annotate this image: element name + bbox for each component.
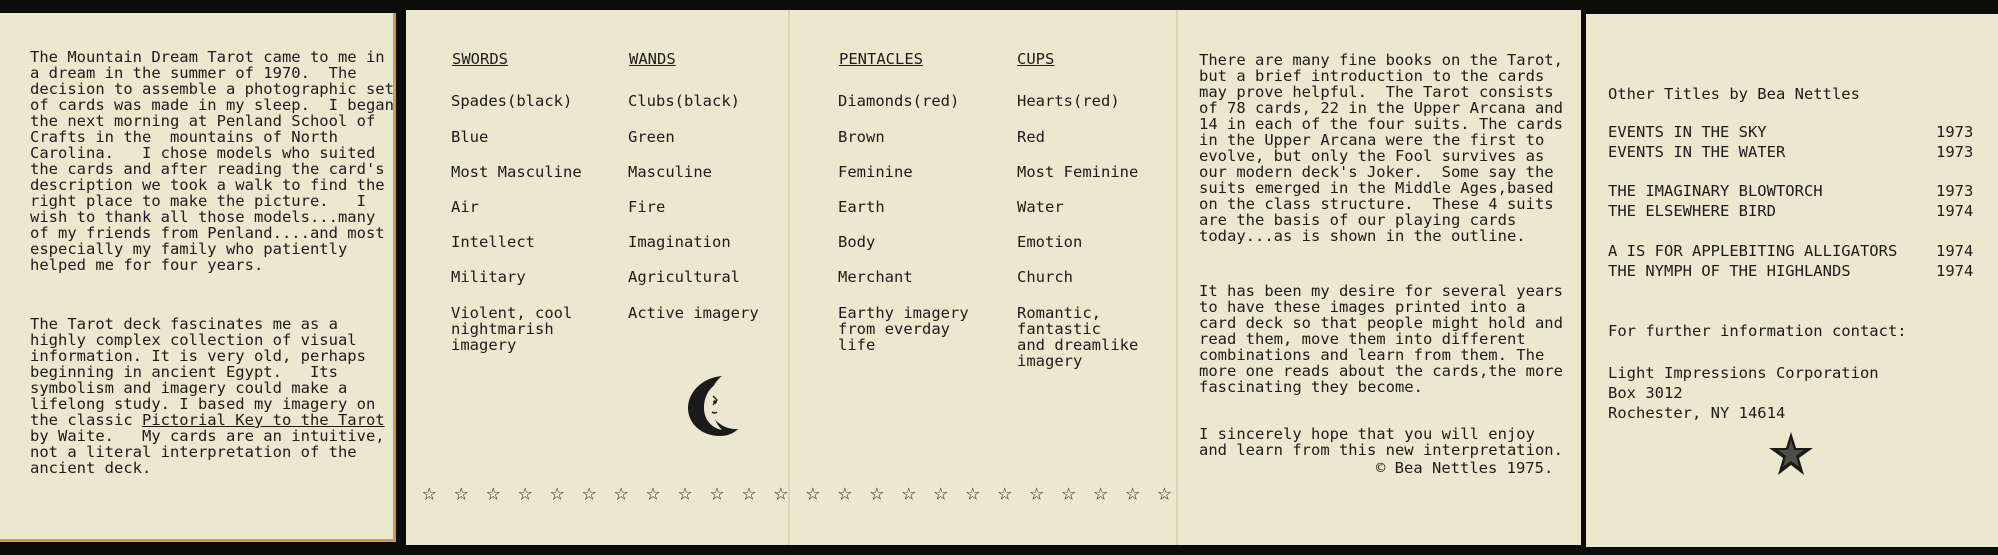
star-icon: ☆ bbox=[805, 478, 821, 506]
tarot-paragraph-end: by Waite. My cards are an intuitive, not a literal interpretation of the ancient deck. bbox=[30, 427, 385, 477]
star-icon: ☆ bbox=[1093, 478, 1108, 506]
star-icon: ☆ bbox=[933, 478, 948, 506]
table-cell: Most Masculine bbox=[451, 163, 582, 181]
table-cell: Masculine bbox=[628, 163, 712, 181]
fold-line bbox=[1176, 10, 1178, 545]
contact-address: Light Impressions Corporation Box 3012 Rochester, NY 14614 bbox=[1608, 364, 1879, 422]
table-cell: Violent, cool nightmarish imagery bbox=[451, 304, 573, 354]
header-cups: CUPS bbox=[1017, 50, 1055, 68]
header-swords: SWORDS bbox=[452, 50, 508, 68]
star-icon: ☆ bbox=[869, 478, 885, 506]
table-cell: Water bbox=[1017, 198, 1064, 216]
list-item-year: 1974 bbox=[1936, 262, 1974, 280]
star-icon: ☆ bbox=[645, 478, 661, 506]
star-icon: ☆ bbox=[517, 478, 533, 506]
table-cell: Church bbox=[1017, 268, 1073, 286]
table-cell: Fire bbox=[628, 198, 666, 216]
intro-paragraph: The Mountain Dream Tarot came to me in a dream in the summer of 1970. The decision to assemble a photographic set of cards was made in my sleep. I began the next morning at Penland School of Crafts in the mountains of North Carolina. I chose models who suited the cards and after reading the card's description we took a walk to find the right place to make the picture. I wish to thank all those models...many of my friends from Penland....and most especially my family who patiently helped me for four years. bbox=[30, 48, 394, 274]
contact-heading: For further information contact: bbox=[1608, 322, 1907, 340]
list-item: EVENTS IN THE SKY bbox=[1608, 123, 1767, 141]
star-icon: ☆ bbox=[1029, 478, 1044, 506]
star-icon: ☆ bbox=[422, 478, 437, 506]
table-cell: Romantic, fantastic and dreamlike imagery bbox=[1017, 304, 1139, 370]
desire-paragraph: It has been my desire for several years to have these images printed into a card deck so that people might hold and read them, move them into different combinations and learn from them. The more one reads about the cards,the more fascinating they become. bbox=[1199, 282, 1563, 396]
list-item-year: 1974 bbox=[1936, 242, 1974, 260]
star-icon: ☆ bbox=[581, 478, 597, 506]
list-item-year: 1973 bbox=[1936, 123, 1974, 141]
list-item: EVENTS IN THE WATER bbox=[1608, 143, 1786, 161]
other-titles-heading: Other Titles by Bea Nettles bbox=[1608, 85, 1860, 103]
table-cell: Agricultural bbox=[628, 268, 740, 286]
list-item-year: 1974 bbox=[1936, 202, 1974, 220]
star-icon: ☆ bbox=[1061, 478, 1076, 506]
table-cell: Earthy imagery from everday life bbox=[838, 304, 969, 354]
table-cell: Green bbox=[628, 128, 675, 146]
star-icon: ☆ bbox=[837, 478, 853, 506]
table-cell: Body bbox=[838, 233, 876, 251]
closing-paragraph: I sincerely hope that you will enjoy and learn from this new interpretation. bbox=[1199, 425, 1563, 459]
star-icon: ☆ bbox=[1125, 478, 1140, 506]
table-cell: Red bbox=[1017, 128, 1045, 146]
tarot-paragraph-start: The Tarot deck fascinates me as a highly complex collection of visual information. It is very old, perhaps beginning in ancient Egypt. Its symbolism and imagery could make a lifelong study. I based my imagery on the classic bbox=[30, 315, 376, 429]
list-item: THE ELSEWHERE BIRD bbox=[1608, 202, 1776, 220]
star-icon: ☆ bbox=[485, 478, 501, 506]
list-item: A IS FOR APPLEBITING ALLIGATORS bbox=[1608, 242, 1898, 260]
star-row bbox=[422, 478, 1172, 506]
fold-line bbox=[788, 10, 790, 545]
table-cell: Spades(black) bbox=[451, 92, 573, 110]
table-cell: Hearts(red) bbox=[1017, 92, 1120, 110]
table-cell: Earth bbox=[838, 198, 885, 216]
table-cell: Brown bbox=[838, 128, 885, 146]
star-icon: ☆ bbox=[453, 478, 469, 506]
tarot-paragraph bbox=[30, 316, 385, 476]
star-icon: ☆ bbox=[901, 478, 916, 506]
star-icon: ☆ bbox=[709, 478, 725, 506]
crescent-moon-icon bbox=[682, 372, 746, 440]
list-item-year: 1973 bbox=[1936, 182, 1974, 200]
star-icon: ☆ bbox=[773, 478, 789, 506]
star-icon: ☆ bbox=[741, 478, 757, 506]
header-pentacles: PENTACLES bbox=[839, 50, 923, 68]
star-icon: ☆ bbox=[965, 478, 980, 506]
star-icon bbox=[1767, 430, 1815, 478]
header-wands: WANDS bbox=[629, 50, 676, 68]
table-cell: Most Feminine bbox=[1017, 163, 1139, 181]
star-icon: ☆ bbox=[997, 478, 1012, 506]
table-cell: Military bbox=[451, 268, 526, 286]
table-cell: Intellect bbox=[451, 233, 535, 251]
tarot-intro-paragraph: There are many fine books on the Tarot, but a brief introduction to the cards may prove helpful. The Tarot consists of 78 cards, 22 in the Upper Arcana and 14 in each of the four suits. The cards in the Upper Arcana were the first to evolve, but only the Fool survives as our modern deck's Joker. Some say the suits emerged in the Middle Ages,based on the class structure. These 4 suits are the basis of our playing cards today...as is shown in the outline. bbox=[1199, 51, 1563, 245]
table-cell: Merchant bbox=[838, 268, 913, 286]
star-icon: ☆ bbox=[1157, 478, 1172, 506]
table-cell: Imagination bbox=[628, 233, 731, 251]
table-cell: Air bbox=[451, 198, 479, 216]
list-item-year: 1973 bbox=[1936, 143, 1974, 161]
table-cell: Emotion bbox=[1017, 233, 1083, 251]
star-icon: ☆ bbox=[677, 478, 693, 506]
book-title-link: Pictorial Key to the Tarot bbox=[141, 411, 385, 429]
table-cell: Active imagery bbox=[628, 304, 759, 322]
star-icon: ☆ bbox=[613, 478, 629, 506]
table-cell: Blue bbox=[451, 128, 489, 146]
star-icon: ☆ bbox=[549, 478, 565, 506]
signature: © Bea Nettles 1975. bbox=[1376, 459, 1554, 477]
table-cell: Feminine bbox=[838, 163, 913, 181]
list-item: THE IMAGINARY BLOWTORCH bbox=[1608, 182, 1823, 200]
list-item: THE NYMPH OF THE HIGHLANDS bbox=[1608, 262, 1851, 280]
table-cell: Diamonds(red) bbox=[838, 92, 960, 110]
table-cell: Clubs(black) bbox=[628, 92, 740, 110]
